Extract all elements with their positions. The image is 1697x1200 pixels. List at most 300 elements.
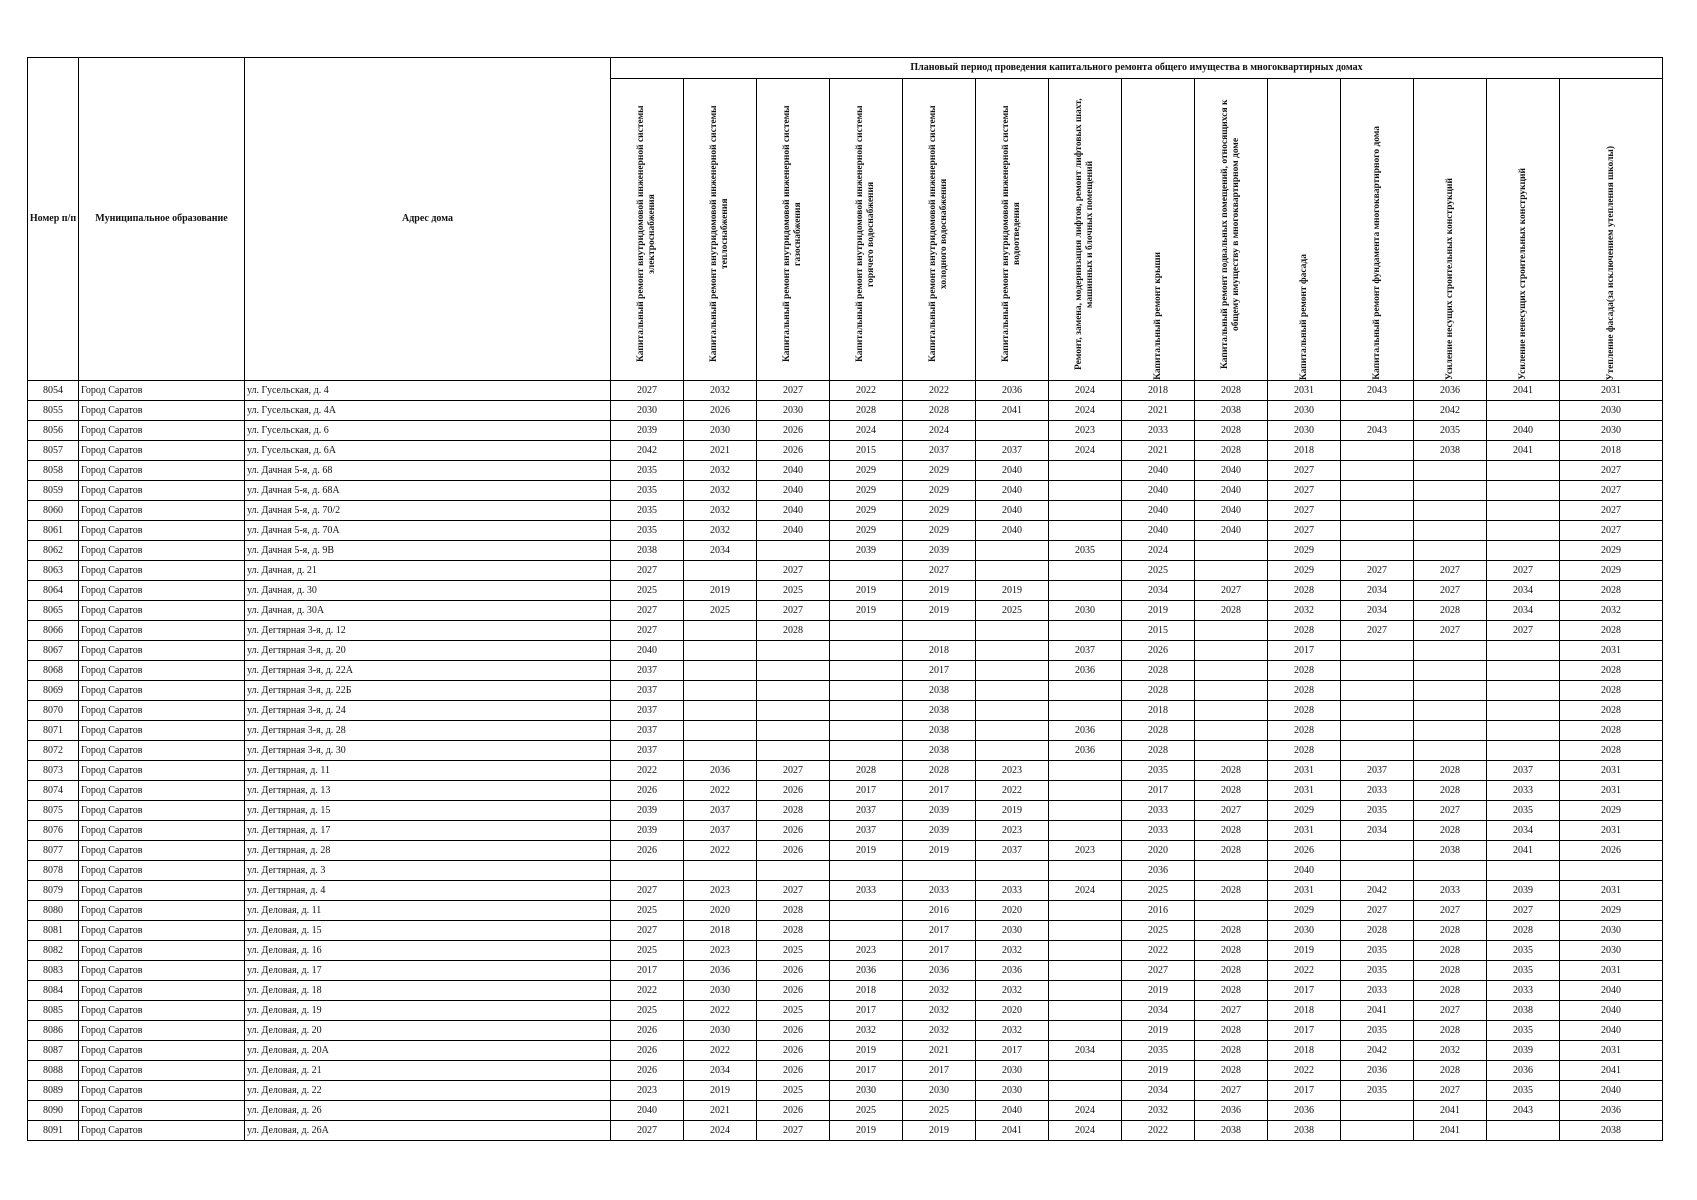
municipality-cell: Город Саратов	[79, 1041, 245, 1061]
year-cell-work-5: 2019	[903, 841, 976, 861]
year-cell-work-12: 2032	[1414, 1041, 1487, 1061]
year-cell-work-11	[1341, 401, 1414, 421]
year-cell-work-7	[1049, 981, 1122, 1001]
year-cell-work-7	[1049, 621, 1122, 641]
year-cell-work-14: 2028	[1560, 621, 1663, 641]
year-cell-work-7	[1049, 941, 1122, 961]
year-cell-work-5: 2028	[903, 761, 976, 781]
year-cell-work-12	[1414, 481, 1487, 501]
year-cell-work-11: 2041	[1341, 1001, 1414, 1021]
year-cell-work-14: 2040	[1560, 1001, 1663, 1021]
year-cell-work-11: 2034	[1341, 821, 1414, 841]
year-cell-work-8: 2033	[1122, 421, 1195, 441]
municipality-cell: Город Саратов	[79, 941, 245, 961]
year-cell-work-3: 2040	[757, 481, 830, 501]
year-cell-work-5: 2036	[903, 961, 976, 981]
row-number: 8082	[28, 941, 79, 961]
year-cell-work-7: 2035	[1049, 541, 1122, 561]
table-row	[28, 621, 1663, 641]
year-cell-work-13: 2027	[1487, 901, 1560, 921]
year-cell-work-1: 2022	[611, 981, 684, 1001]
year-cell-work-5: 2039	[903, 541, 976, 561]
year-cell-work-4: 2019	[830, 1041, 903, 1061]
municipality-cell: Город Саратов	[79, 521, 245, 541]
year-cell-work-13: 2035	[1487, 801, 1560, 821]
address-cell: ул. Дегтярная, д. 17	[245, 821, 611, 841]
table-row	[28, 661, 1663, 681]
year-cell-work-5: 2016	[903, 901, 976, 921]
year-cell-work-13: 2035	[1487, 1021, 1560, 1041]
table-row	[28, 901, 1663, 921]
row-number: 8063	[28, 561, 79, 581]
year-cell-work-1: 2037	[611, 741, 684, 761]
year-cell-work-13	[1487, 701, 1560, 721]
municipality-cell: Город Саратов	[79, 501, 245, 521]
year-cell-work-9: 2028	[1195, 761, 1268, 781]
municipality-cell: Город Саратов	[79, 481, 245, 501]
header-work-6	[976, 79, 1049, 381]
year-cell-work-10: 2038	[1268, 1121, 1341, 1141]
municipality-cell: Город Саратов	[79, 541, 245, 561]
table-row	[28, 541, 1663, 561]
year-cell-work-4: 2019	[830, 1121, 903, 1141]
year-cell-work-5: 2029	[903, 521, 976, 541]
header-work-12-label: Усиление несущих строительных конструкций	[1444, 177, 1455, 380]
row-number: 8062	[28, 541, 79, 561]
year-cell-work-11	[1341, 861, 1414, 881]
municipality-cell: Город Саратов	[79, 701, 245, 721]
year-cell-work-10: 2026	[1268, 841, 1341, 861]
municipality-cell: Город Саратов	[79, 801, 245, 821]
row-number: 8054	[28, 381, 79, 401]
header-work-2	[684, 79, 757, 381]
year-cell-work-5: 2032	[903, 1001, 976, 1021]
year-cell-work-13: 2027	[1487, 561, 1560, 581]
header-work-13	[1487, 79, 1560, 381]
year-cell-work-1: 2030	[611, 401, 684, 421]
year-cell-work-7: 2024	[1049, 441, 1122, 461]
year-cell-work-2: 2034	[684, 541, 757, 561]
year-cell-work-14: 2029	[1560, 801, 1663, 821]
year-cell-work-8: 2034	[1122, 581, 1195, 601]
year-cell-work-8: 2025	[1122, 561, 1195, 581]
year-cell-work-7	[1049, 921, 1122, 941]
row-number: 8072	[28, 741, 79, 761]
year-cell-work-14: 2030	[1560, 941, 1663, 961]
year-cell-work-1: 2042	[611, 441, 684, 461]
table-row	[28, 501, 1663, 521]
header-work-5-label: Капитальный ремонт внутридомовой инженерной системы холодного водоснабжения	[928, 105, 949, 363]
year-cell-work-8: 2021	[1122, 401, 1195, 421]
capital-repair-schedule-table	[27, 57, 1663, 1141]
year-cell-work-12: 2027	[1414, 801, 1487, 821]
year-cell-work-5: 2025	[903, 1101, 976, 1121]
year-cell-work-8: 2040	[1122, 521, 1195, 541]
year-cell-work-6	[976, 641, 1049, 661]
year-cell-work-14: 2029	[1560, 541, 1663, 561]
year-cell-work-11	[1341, 1121, 1414, 1141]
year-cell-work-9: 2028	[1195, 941, 1268, 961]
year-cell-work-8: 2025	[1122, 881, 1195, 901]
year-cell-work-8: 2033	[1122, 821, 1195, 841]
year-cell-work-3	[757, 681, 830, 701]
year-cell-work-1: 2026	[611, 1061, 684, 1081]
year-cell-work-14: 2031	[1560, 641, 1663, 661]
header-work-3	[757, 79, 830, 381]
year-cell-work-10: 2029	[1268, 801, 1341, 821]
year-cell-work-6: 2040	[976, 461, 1049, 481]
year-cell-work-13	[1487, 1121, 1560, 1141]
year-cell-work-13: 2036	[1487, 1061, 1560, 1081]
year-cell-work-11	[1341, 741, 1414, 761]
municipality-cell: Город Саратов	[79, 421, 245, 441]
year-cell-work-10: 2022	[1268, 961, 1341, 981]
year-cell-work-5: 2019	[903, 601, 976, 621]
year-cell-work-9: 2040	[1195, 501, 1268, 521]
year-cell-work-13: 2034	[1487, 581, 1560, 601]
row-number: 8075	[28, 801, 79, 821]
header-planned-period: Плановый период проведения капитального ремонта общего имущества в многоквартирных домах	[611, 58, 1663, 79]
year-cell-work-7	[1049, 521, 1122, 541]
year-cell-work-5: 2032	[903, 1021, 976, 1041]
municipality-cell: Город Саратов	[79, 1101, 245, 1121]
municipality-cell: Город Саратов	[79, 761, 245, 781]
year-cell-work-1: 2040	[611, 1101, 684, 1121]
municipality-cell: Город Саратов	[79, 721, 245, 741]
year-cell-work-4: 2033	[830, 881, 903, 901]
table-row	[28, 801, 1663, 821]
year-cell-work-11	[1341, 1101, 1414, 1121]
year-cell-work-11	[1341, 681, 1414, 701]
year-cell-work-11: 2042	[1341, 881, 1414, 901]
municipality-cell: Город Саратов	[79, 1121, 245, 1141]
year-cell-work-6	[976, 701, 1049, 721]
year-cell-work-4: 2030	[830, 1081, 903, 1101]
year-cell-work-4	[830, 721, 903, 741]
year-cell-work-8: 2040	[1122, 481, 1195, 501]
year-cell-work-13: 2037	[1487, 761, 1560, 781]
address-cell: ул. Деловая, д. 26	[245, 1101, 611, 1121]
year-cell-work-7	[1049, 901, 1122, 921]
row-number: 8060	[28, 501, 79, 521]
year-cell-work-2	[684, 641, 757, 661]
year-cell-work-14: 2027	[1560, 501, 1663, 521]
year-cell-work-11: 2034	[1341, 581, 1414, 601]
year-cell-work-7	[1049, 681, 1122, 701]
year-cell-work-8: 2025	[1122, 921, 1195, 941]
row-number: 8064	[28, 581, 79, 601]
year-cell-work-9: 2040	[1195, 461, 1268, 481]
year-cell-work-2: 2030	[684, 1021, 757, 1041]
year-cell-work-3: 2026	[757, 841, 830, 861]
year-cell-work-2: 2024	[684, 1121, 757, 1141]
year-cell-work-14: 2040	[1560, 981, 1663, 1001]
year-cell-work-9: 2038	[1195, 1121, 1268, 1141]
year-cell-work-2	[684, 861, 757, 881]
year-cell-work-2: 2018	[684, 921, 757, 941]
year-cell-work-5: 2030	[903, 1081, 976, 1101]
year-cell-work-3: 2026	[757, 1061, 830, 1081]
year-cell-work-3	[757, 741, 830, 761]
year-cell-work-2: 2030	[684, 981, 757, 1001]
address-cell: ул. Дачная 5-я, д. 70/2	[245, 501, 611, 521]
year-cell-work-11: 2034	[1341, 601, 1414, 621]
year-cell-work-2: 2019	[684, 581, 757, 601]
year-cell-work-8: 2020	[1122, 841, 1195, 861]
year-cell-work-11: 2027	[1341, 621, 1414, 641]
year-cell-work-12: 2028	[1414, 821, 1487, 841]
year-cell-work-1: 2040	[611, 641, 684, 661]
year-cell-work-14: 2028	[1560, 661, 1663, 681]
year-cell-work-5: 2027	[903, 561, 976, 581]
year-cell-work-9: 2027	[1195, 581, 1268, 601]
year-cell-work-4	[830, 681, 903, 701]
year-cell-work-11: 2035	[1341, 961, 1414, 981]
address-cell: ул. Дачная, д. 30	[245, 581, 611, 601]
year-cell-work-4	[830, 741, 903, 761]
year-cell-work-9: 2028	[1195, 601, 1268, 621]
year-cell-work-6	[976, 541, 1049, 561]
year-cell-work-8: 2040	[1122, 501, 1195, 521]
row-number: 8076	[28, 821, 79, 841]
header-num: Номер п/п	[28, 58, 79, 381]
header-row-group	[28, 58, 1663, 79]
year-cell-work-1: 2027	[611, 1121, 684, 1141]
year-cell-work-6	[976, 721, 1049, 741]
year-cell-work-13: 2027	[1487, 621, 1560, 641]
table-row	[28, 481, 1663, 501]
header-work-4	[830, 79, 903, 381]
year-cell-work-10: 2022	[1268, 1061, 1341, 1081]
year-cell-work-6	[976, 661, 1049, 681]
year-cell-work-1: 2039	[611, 821, 684, 841]
year-cell-work-7: 2024	[1049, 1121, 1122, 1141]
year-cell-work-4	[830, 561, 903, 581]
year-cell-work-13: 2039	[1487, 1041, 1560, 1061]
year-cell-work-4: 2023	[830, 941, 903, 961]
year-cell-work-1: 2027	[611, 921, 684, 941]
year-cell-work-7	[1049, 761, 1122, 781]
year-cell-work-2	[684, 741, 757, 761]
year-cell-work-3: 2028	[757, 801, 830, 821]
year-cell-work-7	[1049, 501, 1122, 521]
row-number: 8058	[28, 461, 79, 481]
address-cell: ул. Дачная 5-я, д. 70А	[245, 521, 611, 541]
year-cell-work-1: 2039	[611, 421, 684, 441]
year-cell-work-5: 2038	[903, 741, 976, 761]
year-cell-work-11: 2036	[1341, 1061, 1414, 1081]
year-cell-work-3: 2026	[757, 781, 830, 801]
year-cell-work-8: 2024	[1122, 541, 1195, 561]
year-cell-work-13: 2043	[1487, 1101, 1560, 1121]
year-cell-work-11	[1341, 541, 1414, 561]
year-cell-work-5: 2033	[903, 881, 976, 901]
address-cell: ул. Дегтярная, д. 28	[245, 841, 611, 861]
year-cell-work-5: 2039	[903, 801, 976, 821]
year-cell-work-7	[1049, 581, 1122, 601]
header-work-4-label: Капитальный ремонт внутридомовой инженерной системы горячего водоснабжения	[855, 105, 876, 363]
address-cell: ул. Деловая, д. 22	[245, 1081, 611, 1101]
year-cell-work-5: 2017	[903, 661, 976, 681]
table-row	[28, 561, 1663, 581]
row-number: 8074	[28, 781, 79, 801]
year-cell-work-3: 2027	[757, 881, 830, 901]
municipality-cell: Город Саратов	[79, 741, 245, 761]
address-cell: ул. Гусельская, д. 4	[245, 381, 611, 401]
year-cell-work-7	[1049, 801, 1122, 821]
header-work-1	[611, 79, 684, 381]
year-cell-work-10: 2029	[1268, 541, 1341, 561]
year-cell-work-1: 2038	[611, 541, 684, 561]
year-cell-work-1: 2027	[611, 881, 684, 901]
year-cell-work-13	[1487, 501, 1560, 521]
year-cell-work-9: 2027	[1195, 1001, 1268, 1021]
year-cell-work-12: 2042	[1414, 401, 1487, 421]
year-cell-work-13	[1487, 481, 1560, 501]
year-cell-work-12	[1414, 641, 1487, 661]
year-cell-work-12: 2041	[1414, 1121, 1487, 1141]
year-cell-work-3: 2028	[757, 921, 830, 941]
year-cell-work-12: 2038	[1414, 841, 1487, 861]
row-number: 8068	[28, 661, 79, 681]
year-cell-work-6: 2040	[976, 481, 1049, 501]
year-cell-work-3: 2030	[757, 401, 830, 421]
year-cell-work-9: 2028	[1195, 961, 1268, 981]
year-cell-work-4: 2017	[830, 1061, 903, 1081]
year-cell-work-4: 2029	[830, 501, 903, 521]
year-cell-work-6: 2030	[976, 1081, 1049, 1101]
year-cell-work-5: 2022	[903, 381, 976, 401]
year-cell-work-3: 2025	[757, 941, 830, 961]
municipality-cell: Город Саратов	[79, 661, 245, 681]
year-cell-work-10: 2027	[1268, 461, 1341, 481]
year-cell-work-12	[1414, 501, 1487, 521]
year-cell-work-7: 2024	[1049, 381, 1122, 401]
year-cell-work-4	[830, 621, 903, 641]
year-cell-work-13	[1487, 541, 1560, 561]
year-cell-work-7: 2036	[1049, 721, 1122, 741]
year-cell-work-1: 2035	[611, 501, 684, 521]
year-cell-work-1: 2025	[611, 581, 684, 601]
table-row	[28, 1021, 1663, 1041]
table-row	[28, 381, 1663, 401]
year-cell-work-10: 2027	[1268, 521, 1341, 541]
year-cell-work-1: 2026	[611, 781, 684, 801]
year-cell-work-12: 2028	[1414, 761, 1487, 781]
year-cell-work-9: 2028	[1195, 421, 1268, 441]
year-cell-work-4	[830, 661, 903, 681]
year-cell-work-6: 2023	[976, 761, 1049, 781]
year-cell-work-4	[830, 901, 903, 921]
year-cell-work-4: 2019	[830, 601, 903, 621]
year-cell-work-10: 2030	[1268, 401, 1341, 421]
year-cell-work-12: 2027	[1414, 1081, 1487, 1101]
year-cell-work-10: 2028	[1268, 621, 1341, 641]
table-row	[28, 721, 1663, 741]
table-row	[28, 1041, 1663, 1061]
year-cell-work-9: 2028	[1195, 821, 1268, 841]
year-cell-work-13: 2034	[1487, 821, 1560, 841]
row-number: 8090	[28, 1101, 79, 1121]
year-cell-work-3: 2026	[757, 961, 830, 981]
header-work-8-label: Капитальный ремонт крыши	[1152, 252, 1163, 380]
year-cell-work-11: 2027	[1341, 561, 1414, 581]
municipality-cell: Город Саратов	[79, 641, 245, 661]
year-cell-work-6: 2022	[976, 781, 1049, 801]
year-cell-work-5: 2029	[903, 481, 976, 501]
year-cell-work-3	[757, 721, 830, 741]
row-number: 8073	[28, 761, 79, 781]
year-cell-work-12: 2027	[1414, 581, 1487, 601]
municipality-cell: Город Саратов	[79, 781, 245, 801]
year-cell-work-14: 2030	[1560, 401, 1663, 421]
table-row	[28, 1001, 1663, 1021]
year-cell-work-4: 2024	[830, 421, 903, 441]
year-cell-work-6: 2019	[976, 801, 1049, 821]
year-cell-work-13	[1487, 401, 1560, 421]
row-number: 8087	[28, 1041, 79, 1061]
municipality-cell: Город Саратов	[79, 441, 245, 461]
address-cell: ул. Дачная, д. 21	[245, 561, 611, 581]
year-cell-work-3: 2027	[757, 761, 830, 781]
table-row	[28, 441, 1663, 461]
municipality-cell: Город Саратов	[79, 841, 245, 861]
municipality-cell: Город Саратов	[79, 1081, 245, 1101]
table-row	[28, 761, 1663, 781]
year-cell-work-5	[903, 861, 976, 881]
year-cell-work-6: 2020	[976, 901, 1049, 921]
year-cell-work-6: 2030	[976, 921, 1049, 941]
year-cell-work-13: 2041	[1487, 841, 1560, 861]
municipality-cell: Город Саратов	[79, 881, 245, 901]
row-number: 8061	[28, 521, 79, 541]
row-number: 8089	[28, 1081, 79, 1101]
year-cell-work-5: 2032	[903, 981, 976, 1001]
year-cell-work-14: 2028	[1560, 721, 1663, 741]
year-cell-work-14: 2038	[1560, 1121, 1663, 1141]
year-cell-work-13	[1487, 861, 1560, 881]
year-cell-work-14: 2028	[1560, 741, 1663, 761]
year-cell-work-7: 2036	[1049, 661, 1122, 681]
year-cell-work-11	[1341, 461, 1414, 481]
year-cell-work-5: 2038	[903, 721, 976, 741]
row-number: 8059	[28, 481, 79, 501]
year-cell-work-10: 2030	[1268, 921, 1341, 941]
year-cell-work-14: 2027	[1560, 521, 1663, 541]
year-cell-work-5: 2018	[903, 641, 976, 661]
table-row	[28, 461, 1663, 481]
row-number: 8067	[28, 641, 79, 661]
year-cell-work-9	[1195, 621, 1268, 641]
year-cell-work-7: 2023	[1049, 841, 1122, 861]
year-cell-work-13	[1487, 721, 1560, 741]
year-cell-work-5: 2017	[903, 921, 976, 941]
year-cell-work-3: 2040	[757, 521, 830, 541]
year-cell-work-3	[757, 661, 830, 681]
year-cell-work-2: 2026	[684, 401, 757, 421]
year-cell-work-12	[1414, 741, 1487, 761]
year-cell-work-3: 2026	[757, 1021, 830, 1041]
year-cell-work-5: 2037	[903, 441, 976, 461]
year-cell-work-4: 2029	[830, 481, 903, 501]
year-cell-work-6: 2030	[976, 1061, 1049, 1081]
municipality-cell: Город Саратов	[79, 601, 245, 621]
year-cell-work-1: 2022	[611, 761, 684, 781]
year-cell-work-11: 2033	[1341, 981, 1414, 1001]
year-cell-work-12: 2027	[1414, 1001, 1487, 1021]
year-cell-work-9: 2040	[1195, 521, 1268, 541]
table-row	[28, 941, 1663, 961]
